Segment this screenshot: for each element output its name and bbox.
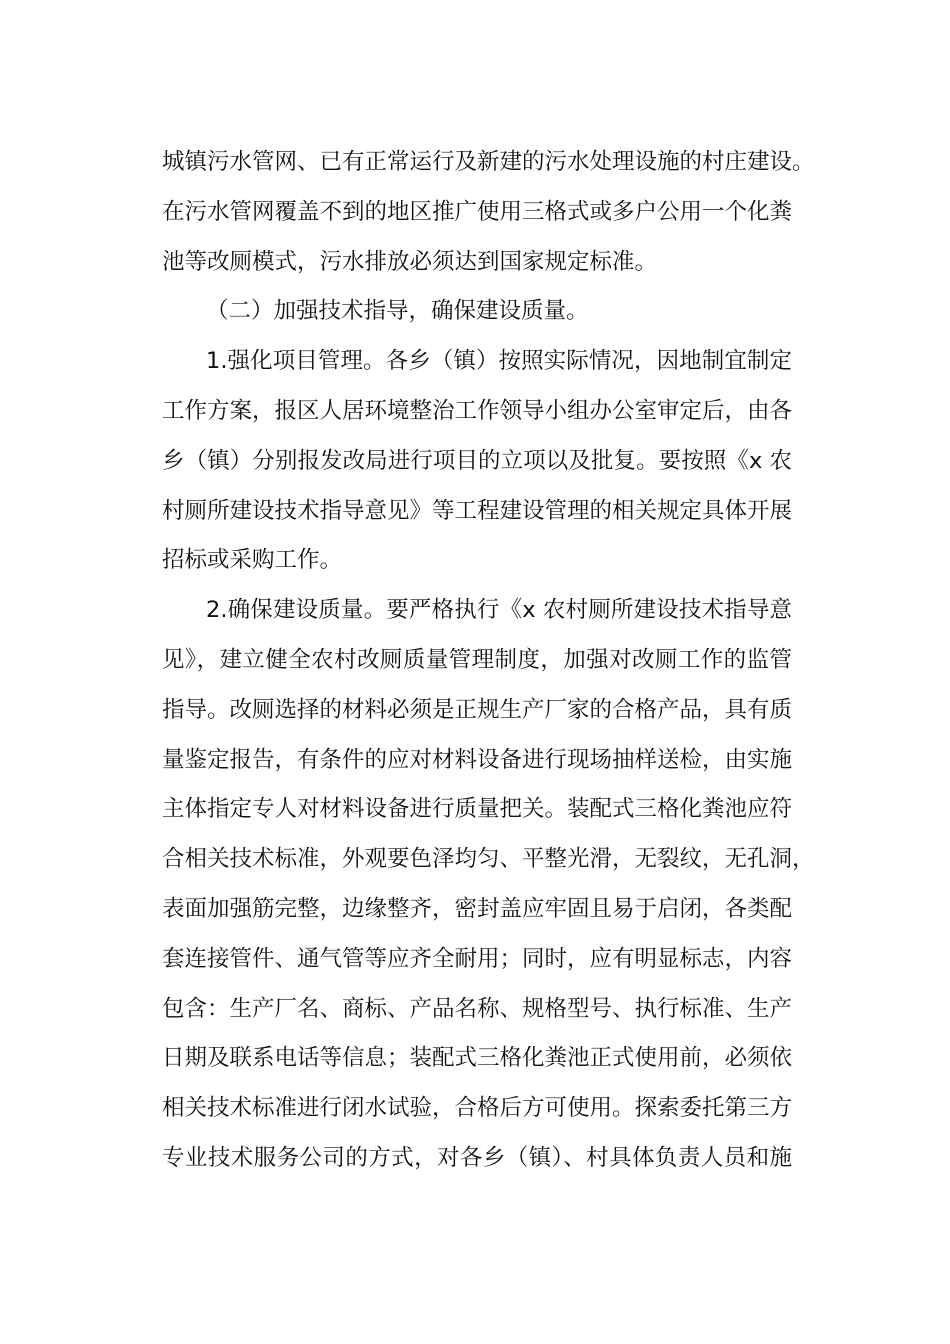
document-body: [162, 138, 815, 1184]
text-line: 在污水管网覆盖不到的地区推广使用三格式或多户公用一个化粪: [162, 198, 793, 225]
text-line: 1.强化项目管理。各乡（镇）按照实际情况，因地制宜制定: [206, 348, 792, 375]
section-heading: （二）加强技术指导，确保建设质量。: [206, 298, 589, 325]
text-line: 合相关技术标准，外观要色泽均匀、平整光滑，无裂纹，无孔洞，: [162, 846, 815, 873]
text-line: 池等改厕模式，污水排放必须达到国家规定标准。: [162, 248, 658, 275]
text-line: 村厕所建设技术指导意见》等工程建设管理的相关规定具体开展: [162, 497, 793, 524]
text-line: 包含：生产厂名、商标、产品名称、规格型号、执行标准、生产: [162, 995, 793, 1022]
text-line: 招标或采购工作。: [162, 547, 343, 574]
text-line: 日期及联系电话等信息；装配式三格化粪池正式使用前，必须依: [162, 1045, 793, 1072]
text-line: 城镇污水管网、已有正常运行及新建的污水处理设施的村庄建设。: [162, 149, 815, 175]
text-line: 见》，建立健全农村改厕质量管理制度，加强对改厕工作的监管: [162, 646, 792, 673]
text-line: 量鉴定报告，有条件的应对材料设备进行现场抽样送检，由实施: [162, 746, 793, 773]
text-line: 表面加强筋完整，边缘整齐，密封盖应牢固且易于启闭，各类配: [162, 895, 793, 922]
text-line: 相关技术标准进行闭水试验，合格后方可使用。探索委托第三方: [162, 1095, 793, 1122]
text-line: 2.确保建设质量。要严格执行《x 农村厕所建设技术指导意: [206, 597, 792, 624]
text-line: 乡（镇）分别报发改局进行项目的立项以及批复。要按照《x 农: [162, 447, 792, 474]
text-line: 专业技术服务公司的方式，对各乡（镇）、村具体负责人员和施: [162, 1144, 792, 1171]
text-line: 主体指定专人对材料设备进行质量把关。装配式三格化粪池应符: [162, 796, 793, 823]
text-line: 工作方案，报区人居环境整治工作领导小组办公室审定后，由各: [162, 397, 793, 424]
text-line: 套连接管件、通气管等应齐全耐用；同时，应有明显标志，内容: [162, 945, 793, 972]
text-line: 指导。改厕选择的材料必须是正规生产厂家的合格产品，具有质: [162, 696, 793, 723]
